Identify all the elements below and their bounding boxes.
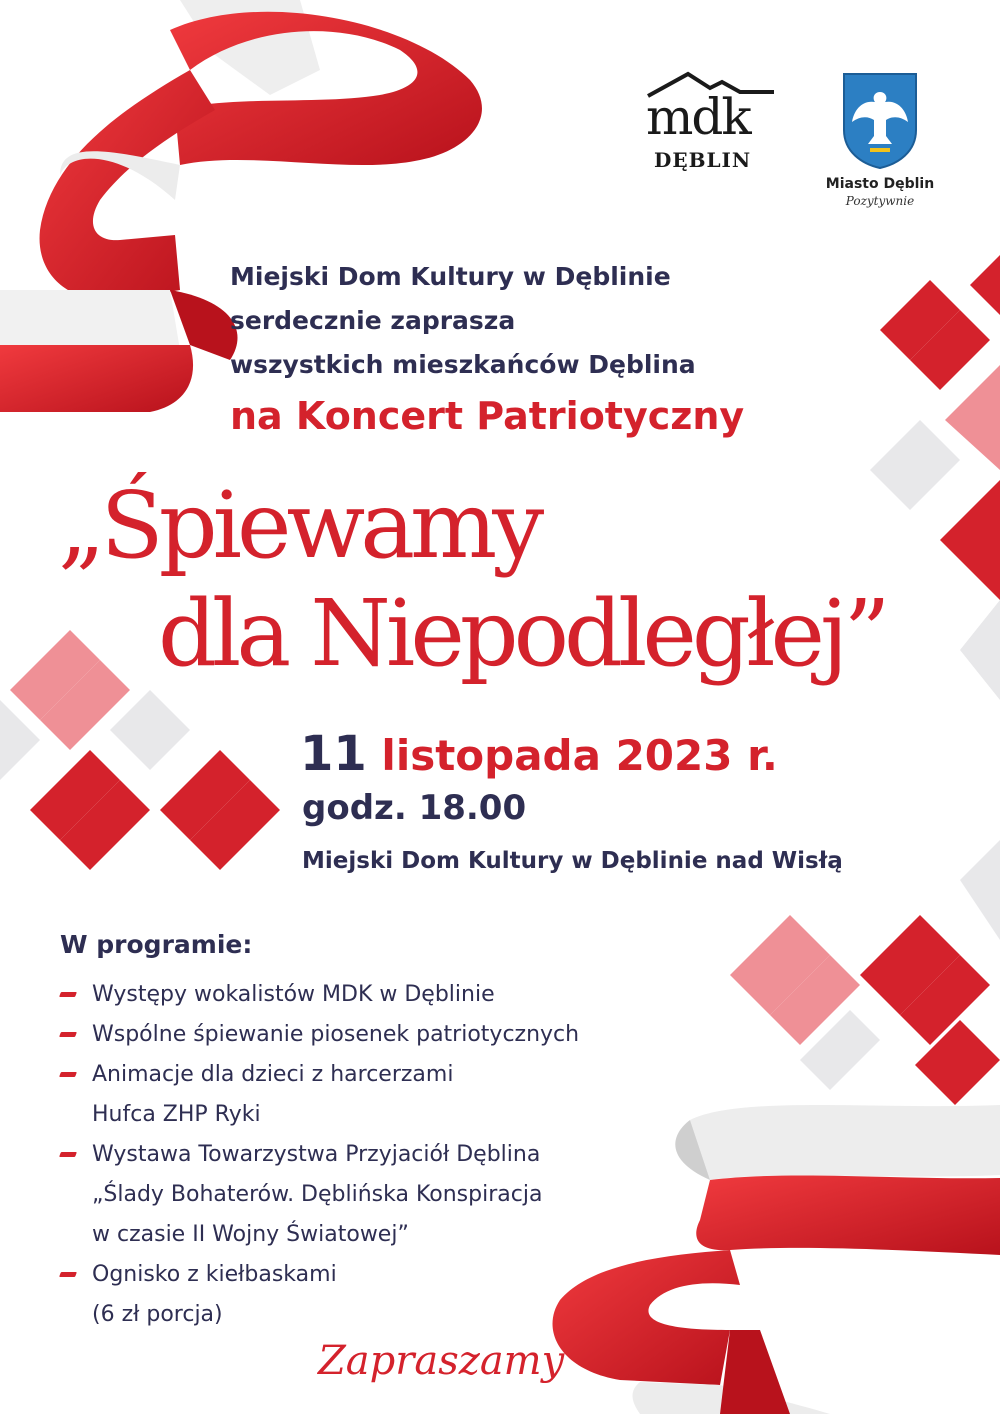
dash-bullet-icon [59,992,77,997]
program-item-line: Wystawa Towarzystwa Przyjaciół Dęblina [92,1142,541,1167]
program-item [60,975,760,1015]
program-list [60,975,760,1335]
program-item-line: Ognisko z kiełbaskami [92,1262,337,1287]
program-heading: W programie: [60,930,253,959]
event-day: 11 [300,726,367,782]
city-logo-name: Miasto Dęblin [825,176,935,192]
closing-signature: Zapraszamy [318,1338,565,1384]
event-venue: Miejski Dom Kultury w Dęblinie nad Wisłą [302,848,843,874]
right-geometric-pattern [870,255,1000,700]
title-line-2: dla Niepodległej” [158,580,886,687]
mdk-logo [640,70,780,180]
concert-heading: na Koncert Patriotyczny [230,394,745,438]
event-time: godz. 18.00 [302,788,527,828]
intro-line-1: Miejski Dom Kultury w Dęblinie [230,262,671,291]
program-item-line: (6 zł porcja) [92,1302,223,1327]
city-logo [805,70,955,220]
intro-line-2: serdecznie zaprasza [230,306,516,335]
intro-text [230,255,696,387]
program-item-line: w czasie II Wojny Światowej” [92,1222,409,1247]
dash-bullet-icon [59,1152,77,1157]
program-item [60,1135,760,1255]
eagle-crest-icon [840,70,920,170]
event-date [300,726,778,782]
title-line-1: „Śpiewamy [58,472,540,579]
intro-line-3: wszystkich mieszkańców Dęblina [230,350,696,379]
mdk-logo-city: DĘBLIN [654,148,752,172]
bottom-right-geometric-pattern [730,840,1000,1105]
dash-bullet-icon [59,1072,77,1077]
event-month-year: listopada 2023 r. [381,731,778,780]
mdk-logo-text: mdk [646,88,750,146]
program-item-line: Animacje dla dzieci z harcerzami [92,1062,454,1087]
program-item-line: Hufca ZHP Ryki [92,1102,261,1127]
dash-bullet-icon [59,1032,77,1037]
program-item [60,1055,760,1135]
program-item-line: Wspólne śpiewanie piosenek patriotycznych [92,1022,580,1047]
program-item-line: Występy wokalistów MDK w Dęblinie [92,982,495,1007]
program-item [60,1015,760,1055]
city-logo-motto: Pozytywnie [845,194,915,208]
program-item [60,1255,760,1335]
program-item-line: „Ślady Bohaterów. Dęblińska Konspiracja [92,1182,543,1207]
dash-bullet-icon [59,1272,77,1277]
